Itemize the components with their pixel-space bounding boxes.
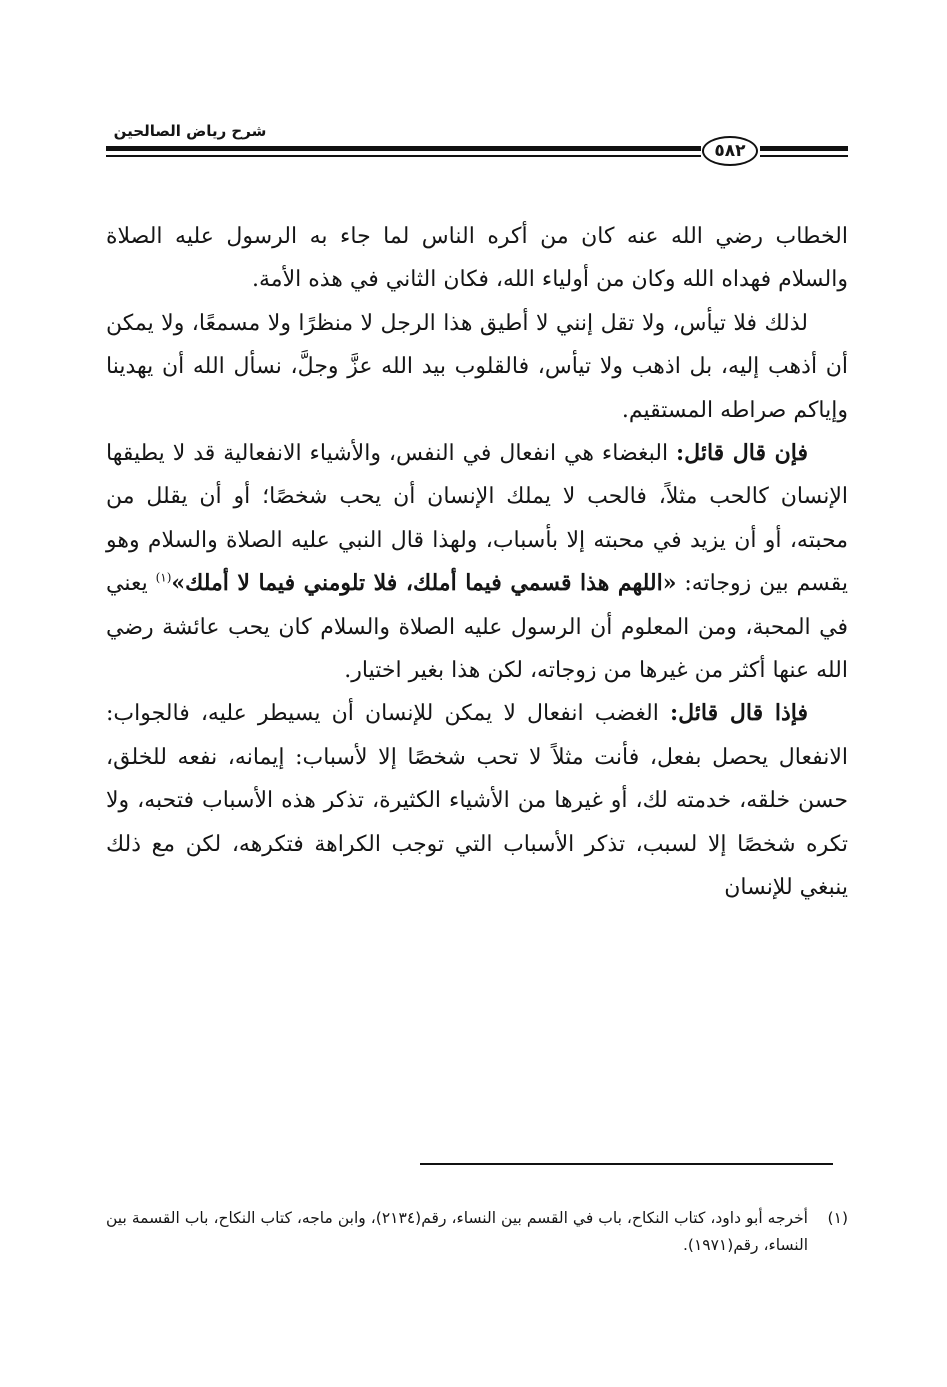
header-rule-thick <box>106 146 701 151</box>
paragraph-4-text: الغضب انفعال لا يمكن للإنسان أن يسيطر عليه، فالجواب: الانفعال يحصل بفعل، فأنت مثلاً لا تحب شخصًا إلا لأسباب: إيمانه، نفعه للخلق، حسن خلقه، خدمته لك، أو غيرها من الأشياء الكثيرة، تذكر هذه الأسباب فتحبه، ولا تكره شخصًا إلا لسبب، تذكر الأسباب التي توجب الكراهة فتكرهه، لكن مع ذلك ينبغي للإنسان <box>106 701 848 901</box>
footnote-number: (١) <box>827 1209 848 1227</box>
paragraph-3-tail: يعني في المحبة، ومن المعلوم أن الرسول عليه الصلاة والسلام كان يحب عائشة رضي الله عنها أكثر من غيرها من زوجاته، لكن هذا بغير اختيار. <box>106 571 848 684</box>
footnote <box>106 1205 848 1259</box>
footnote-separator <box>420 1163 833 1165</box>
header-rule-thick-right <box>760 146 848 151</box>
paragraph-4 <box>106 692 848 909</box>
paragraph-3 <box>106 432 848 692</box>
paragraph-1: الخطاب رضي الله عنه كان من أكره الناس لما جاء به الرسول عليه الصلاة والسلام فهداه الله وكان من أولياء الله، فكان الثاني في هذه الأمة. <box>106 224 848 293</box>
footnote-text: أخرجه أبو داود، كتاب النكاح، باب في القسم بين النساء، رقم(٢١٣٤)، وابن ماجه، كتاب النكاح، باب القسمة بين النساء، رقم(١٩٧١). <box>106 1209 808 1254</box>
paragraph-4-lead: فإذا قال قائل: <box>669 700 808 727</box>
paragraph-3-lead: فإن قال قائل: <box>676 440 808 467</box>
paragraph-3-text: البغضاء هي انفعال في النفس، والأشياء الانفعالية قد لا يطيقها الإنسان كالحب مثلاً، فالحب لا يملك الإنسان أن يحب شخصًا؛ أو أن يقلل من محبته، أو أن يزيد في محبته إلا بأسباب، ولهذا قال النبي عليه الصلاة والسلام وهو يقسم بين زوجاته: <box>106 441 848 597</box>
main-text <box>106 215 848 910</box>
page-number: ٥٨٢ <box>702 136 758 166</box>
paragraph-2: لذلك فلا تيأس، ولا تقل إنني لا أطيق هذا الرجل لا منظرًا ولا مسمعًا، ولا يمكن أن أذهب إليه، بل اذهب ولا تيأس، فالقلوب بيد الله عزَّ وجلَّ، نسأل الله أن يهدينا وإياكم صراطه المستقيم. <box>106 310 848 423</box>
header-rule-thin-right <box>760 155 848 157</box>
hadith-quote: «اللهم هذا قسمي فيما أملك، فلا تلومني فيما لا أملك» <box>171 570 677 597</box>
footnote-reference[interactable]: (١) <box>155 570 172 585</box>
running-header-title: شرح رياض الصالحين <box>113 122 267 140</box>
header-rule-thin <box>106 155 701 157</box>
